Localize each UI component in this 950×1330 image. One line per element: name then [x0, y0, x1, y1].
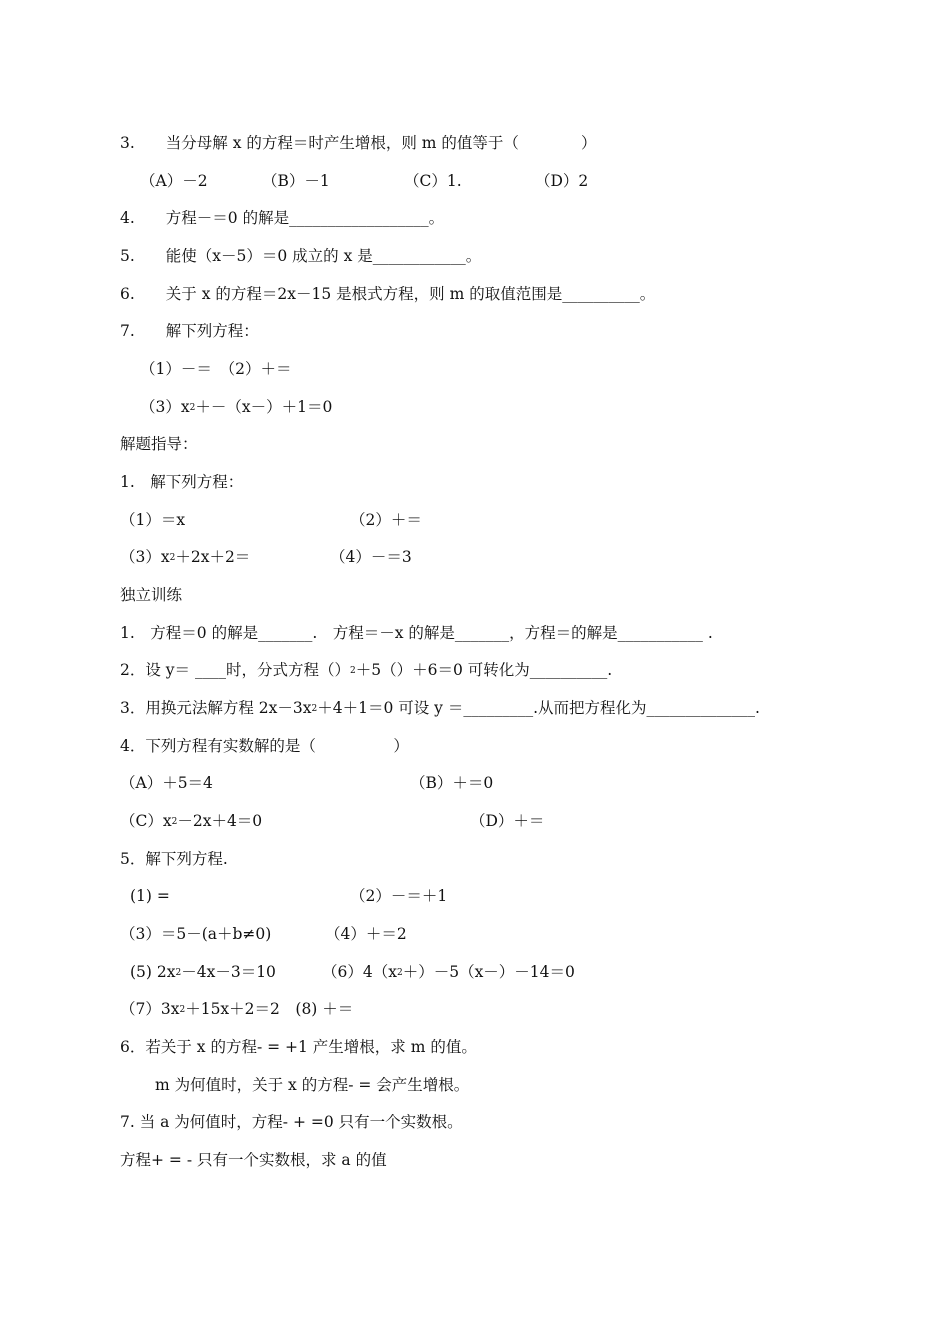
practice-question-7: 7. 当 a 为何值时，方程- + =0 只有一个实数根。 [120, 1113, 463, 1131]
practice-question-4: 4．下列方程有实数解的是（ ） [120, 737, 409, 755]
q5-part-5: (5) $2x^2-4x-3=10$ [130, 963, 276, 981]
q7-part-3: $(3)x^2+-(x-)+1=0$ [140, 398, 333, 416]
practice-option-c: $(C)x^2-2x+4=0$ [120, 812, 263, 830]
guidance-part-4: （4）－＝3 [330, 548, 412, 566]
option-b: （B）－1 [262, 172, 330, 190]
q6-followup: m 为何值时，关于 x 的方程- = 会产生增根。 [155, 1076, 470, 1094]
q7-followup: 方程+ = - 只有一个实数根，求 a 的值 [120, 1151, 387, 1169]
q5-part-4: （4）＋＝2 [325, 925, 407, 943]
guidance-question-1: 1. 解下列方程： [120, 473, 244, 491]
option-a: （A）－2 [140, 172, 208, 190]
guidance-part-2: （2）＋＝ [350, 511, 422, 529]
section-heading-practice: 独立训练 [120, 586, 183, 604]
question-4: 4. 方程－＝0 的解是__________________。 [120, 209, 445, 227]
q5-parts-7-8: $(7)3x^2+15x+2=2$ (8) ＋＝ [120, 1000, 354, 1018]
practice-question-1: 1. 方程＝0 的解是_______. 方程＝－x 的解是_______，方程＝的解是___________ . [120, 624, 713, 642]
question-5: 5. 能使（x－5）＝0 成立的 x 是____________。 [120, 247, 482, 265]
practice-question-6: 6．若关于 x 的方程- = +1 产生增根，求 m 的值。 [120, 1038, 477, 1056]
practice-option-d: （D）＋＝ [470, 812, 545, 830]
practice-question-5: 5．解下列方程. [120, 850, 228, 868]
q5-part-2: （2）－＝＋1 [350, 887, 448, 905]
q5-part-1: (1) = [130, 887, 170, 905]
q5-part-6: $(6)4(x^2+)-5(x-)-14=0$ [322, 963, 575, 981]
question-3: 3. 当分母解 x 的方程＝时产生增根，则 m 的值等于（ ） [120, 134, 597, 152]
option-d: （D）2 [535, 172, 589, 190]
question-6: 6. 关于 x 的方程＝2x－15 是根式方程，则 m 的取值范围是__________。 [120, 285, 656, 303]
q5-part-3: （3）＝5－(a＋b≠0) [120, 925, 272, 943]
q7-parts-1-2: （1）－＝ （2）＋＝ [140, 360, 292, 378]
practice-question-2: 2．设 y＝ ____时，分式方程（）$^2$＋5（）＋6＝0 可转化为__________. [120, 661, 613, 679]
question-7: 7. 解下列方程： [120, 322, 259, 340]
practice-option-a: （A）＋5＝4 [120, 774, 213, 792]
option-c: （C）1. [404, 172, 462, 190]
practice-option-b: （B）＋＝0 [410, 774, 494, 792]
guidance-part-3: $(3)x^2+2x+2=$ [120, 548, 251, 566]
section-heading-guidance: 解题指导： [120, 435, 198, 453]
guidance-part-1: （1）＝x [120, 511, 186, 529]
practice-question-3: 3．用换元法解方程 $2x-3x^2+4+1=0$ 可设 y ＝_________.从而把方程化为______________. [120, 699, 760, 717]
